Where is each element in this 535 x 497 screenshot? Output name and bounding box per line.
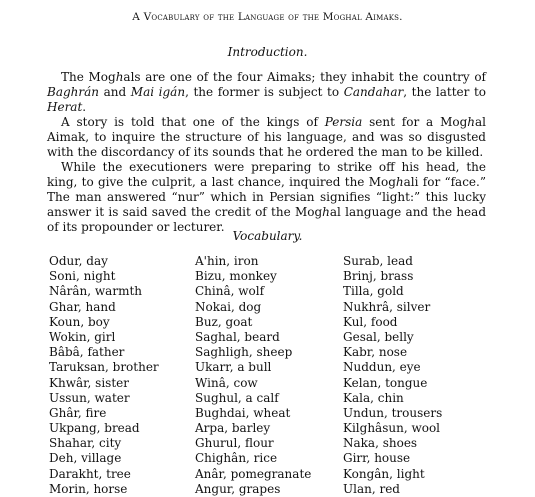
italic-text: Baghrán [47, 85, 100, 99]
vocabulary-entry: Bizu, monkey [195, 269, 277, 284]
vocabulary-column-1 [49, 254, 159, 497]
italic-text: Persia [324, 115, 363, 129]
vocabulary-entry: Kongân, light [343, 466, 425, 481]
vocabulary-entry: Taruksan, brother [49, 360, 159, 375]
italic-text: Herat [47, 100, 83, 114]
vocabulary-entry: Anâr, pomegranate [195, 466, 312, 481]
italic-text: h [115, 70, 124, 84]
vocabulary-entry: Arpa, barley [195, 421, 271, 436]
vocabulary-entry: A'hin, iron [195, 254, 259, 268]
vocabulary-entry: Winâ, cow [195, 375, 258, 390]
vocabulary-entry: Saghal, beard [195, 329, 280, 344]
italic-text: Candahar [343, 85, 404, 99]
vocabulary-heading: Vocabulary. [232, 229, 303, 243]
page-title: A Vocabulary of the Language of the Moghal Aimaks. [132, 11, 403, 23]
vocabulary-entry: Brinj, brass [343, 269, 414, 284]
vocabulary-entry: Khwâr, sister [49, 375, 129, 390]
vocabulary-entry: Nokai, dog [195, 299, 262, 314]
italic-text: h [322, 205, 330, 219]
vocabulary-entry: Chighân, rice [195, 451, 278, 466]
vocabulary-entry: Ghurul, flour [195, 436, 274, 451]
vocabulary-entry: Kul, food [343, 314, 398, 329]
text-run: ali for “face.” The man answered “nur” which in Persian signifies “light:” this lucky answer it is said saved the credit of the Mog [47, 175, 486, 219]
text-run: While the executioners were preparing to strike off his head, the king, to give the culprit, a last chance, inquired the Mog [47, 160, 486, 189]
vocabulary-entry: Sughul, a calf [195, 390, 279, 405]
vocabulary-entry: Girr, house [343, 451, 411, 466]
text-run: sent for a Mog [362, 115, 468, 129]
vocabulary-entry: Ghâr, fire [49, 405, 107, 420]
intro-paragraph-2 [47, 115, 486, 160]
vocabulary-entry: Bâbâ, father [49, 345, 125, 360]
vocabulary-entry: Chinâ, wolf [195, 284, 265, 299]
vocabulary-entry: Darakht, tree [49, 466, 131, 481]
text-run: als are one of the four Aimaks; they inhabit the country of [123, 70, 486, 84]
vocabulary-entry: Naka, shoes [343, 436, 418, 451]
vocabulary-entry: Kilghâsun, wool [343, 421, 441, 436]
vocabulary-entry: Bughdai, wheat [195, 405, 291, 420]
text-run: , the former is subject to [185, 85, 344, 99]
italic-text: Mai igán [130, 85, 186, 99]
text-run: The Mog [61, 70, 116, 84]
vocabulary-entry: Ukpang, bread [49, 421, 140, 436]
italic-text: h [467, 115, 475, 129]
vocabulary-entry: Soni, night [49, 269, 116, 284]
vocabulary-entry: Nuddun, eye [343, 360, 421, 375]
text-run: and [99, 85, 131, 99]
italic-text: h [395, 175, 404, 189]
vocabulary-entry: Koun, boy [49, 314, 110, 329]
vocabulary-table [49, 254, 509, 496]
vocabulary-entry: Kala, chin [343, 390, 404, 405]
vocabulary-entry: Odur, day [49, 254, 108, 268]
text-run: . [82, 100, 87, 114]
vocabulary-column-2 [195, 254, 311, 497]
vocabulary-entry: Saghligh, sheep [195, 345, 293, 360]
vocabulary-entry: Ukarr, a bull [195, 360, 272, 375]
vocabulary-column-3 [343, 254, 442, 497]
vocabulary-entry: Tilla, gold [343, 284, 404, 299]
introduction-body [47, 70, 486, 235]
vocabulary-entry: Gesal, belly [343, 329, 414, 344]
vocabulary-entry: Kabr, nose [343, 345, 408, 360]
vocabulary-entry: Kelan, tongue [343, 375, 428, 390]
vocabulary-entry: Undun, trousers [343, 405, 443, 420]
intro-paragraph-3 [47, 160, 486, 235]
vocabulary-entry: Shahar, city [49, 436, 122, 451]
vocabulary-entry: Surab, lead [343, 254, 413, 268]
vocabulary-entry: Nârân, warmth [49, 284, 142, 299]
vocabulary-entry: Wokin, girl [49, 329, 116, 344]
text-run: al language and the head of its propounder or lecturer. [47, 205, 486, 234]
vocabulary-entry: Morin, horse [49, 481, 128, 496]
vocabulary-entry: Nukhrâ, silver [343, 299, 431, 314]
text-run: al Aimak, to inquire the structure of his language, and was so disgusted with the discordancy of its sounds that he ordered the man to be killed. [47, 115, 486, 159]
vocabulary-entry: Buz, goat [195, 314, 253, 329]
vocabulary-entry: Angur, grapes [195, 481, 281, 496]
vocabulary-entry: Ussun, water [49, 390, 130, 405]
text-run: , the latter to [403, 85, 487, 99]
vocabulary-entry: Deh, village [49, 451, 122, 466]
intro-paragraph-1 [47, 70, 486, 115]
vocabulary-entry: Ghar, hand [49, 299, 116, 314]
vocabulary-entry: Ulan, red [343, 481, 400, 496]
text-run: A story is told that one of the kings of [61, 115, 325, 129]
introduction-heading: Introduction. [227, 45, 308, 59]
